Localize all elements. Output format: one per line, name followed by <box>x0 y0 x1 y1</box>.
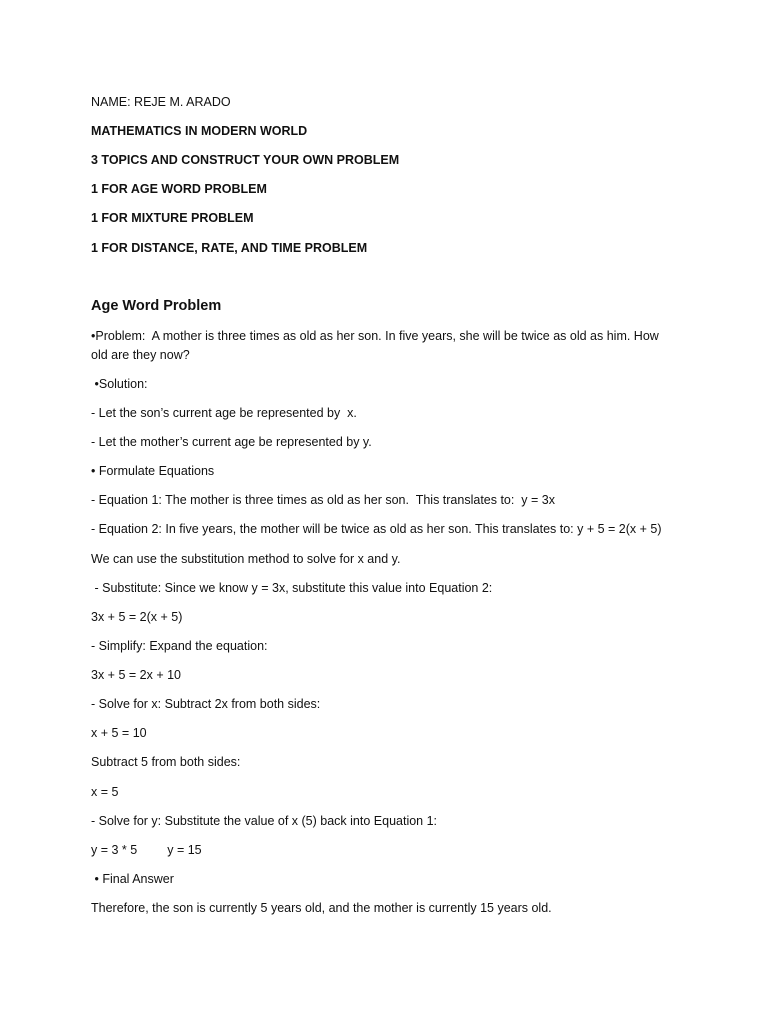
assignment-instruction: 3 TOPICS AND CONSTRUCT YOUR OWN PROBLEM <box>91 153 400 167</box>
course-title: MATHEMATICS IN MODERN WORLD <box>91 124 308 138</box>
subtract-five-step: Subtract 5 from both sides: <box>91 755 241 769</box>
simplify-step: - Simplify: Expand the equation: <box>91 639 268 653</box>
solve-x-step: - Solve for x: Subtract 2x from both sides: <box>91 697 321 711</box>
mother-variable: - Let the mother’s current age be represented by y. <box>91 435 372 449</box>
topic-distance: 1 FOR DISTANCE, RATE, AND TIME PROBLEM <box>91 241 368 255</box>
section-heading: Age Word Problem <box>91 298 222 314</box>
equation-2: - Equation 2: In five years, the mother will be twice as old as her son. This translates to: y + 5 = 2(x + 5) <box>91 522 662 536</box>
x-step-equation: x + 5 = 10 <box>91 726 147 740</box>
equation-1: - Equation 1: The mother is three times as old as her son. This translates to: y = 3x <box>91 493 556 507</box>
y-step-equation: y = 3 * 5 <box>91 843 138 857</box>
x-result: x = 5 <box>91 785 119 799</box>
y-result: y = 15 <box>167 843 202 857</box>
expanded-equation: 3x + 5 = 2x + 10 <box>91 668 181 682</box>
solution-label: •Solution: <box>91 377 148 391</box>
formulate-label: • Formulate Equations <box>91 464 215 478</box>
problem-statement: •Problem: A mother is three times as old as her son. In five years, she will be twice as old as him. How old are they now? <box>91 329 663 362</box>
substituted-equation: 3x + 5 = 2(x + 5) <box>91 610 183 624</box>
conclusion-text: Therefore, the son is currently 5 years old, and the mother is currently 15 years old. <box>91 901 552 915</box>
y-computation <box>91 841 681 860</box>
solve-y-step: - Solve for y: Substitute the value of x (5) back into Equation 1: <box>91 814 438 828</box>
topic-age: 1 FOR AGE WORD PROBLEM <box>91 182 267 196</box>
final-answer-label: • Final Answer <box>91 872 174 886</box>
student-name: NAME: REJE M. ARADO <box>91 95 231 109</box>
substitute-step: - Substitute: Since we know y = 3x, substitute this value into Equation 2: <box>91 581 493 595</box>
method-text: We can use the substitution method to solve for x and y. <box>91 552 401 566</box>
son-variable: - Let the son’s current age be represented by x. <box>91 406 357 420</box>
topic-mixture: 1 FOR MIXTURE PROBLEM <box>91 211 254 225</box>
